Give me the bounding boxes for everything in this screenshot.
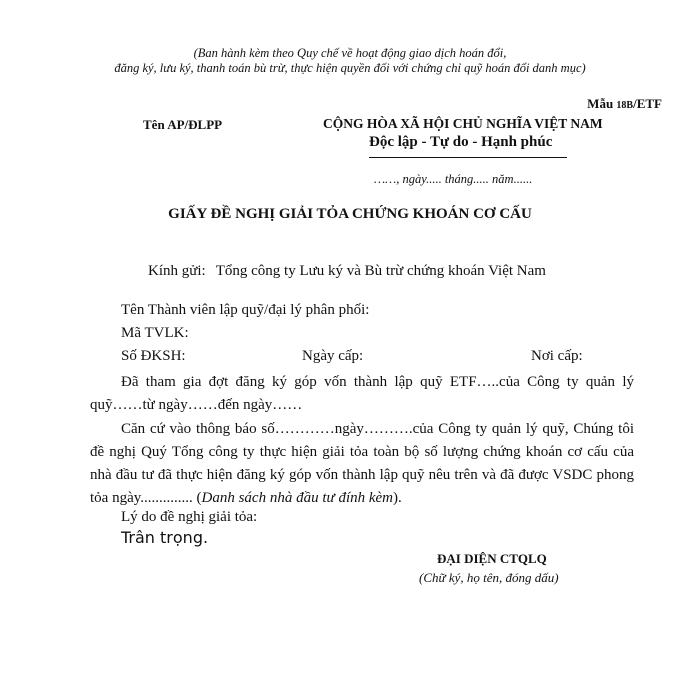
paragraph-release-text: Căn cứ vào thông báo số…………ngày……….của Công ty quản lý quỹ, Chúng tôi đề nghị Quý Tổng công ty thực hiện giải tỏa toàn bộ số lượng chứng khoán cơ cấu của nhà đầu tư đã thực hiện đăng ký góp vốn thành lập quỹ nêu trên và đã được VSDC phong tỏa ngày.............. ( (90, 421, 634, 506)
recipient-label: Kính gửi: (148, 263, 206, 279)
paragraph-release-request (90, 418, 634, 510)
issue-place-field: Nơi cấp: (531, 348, 583, 364)
form-code-number: 18B (616, 100, 634, 111)
motto-underline (369, 157, 567, 158)
national-motto: Độc lập - Tự do - Hạnh phúc (369, 134, 553, 150)
date-line: ……, ngày..... tháng..... năm...... (374, 172, 533, 186)
release-reason-field: Lý do đề nghị giải tỏa: (121, 509, 258, 525)
national-title: CỘNG HÒA XÃ HỘI CHỦ NGHĨA VIỆT NAM (323, 116, 603, 131)
signature-note: (Chữ ký, họ tên, đóng dấu) (419, 570, 559, 585)
header-note-line-2: đăng ký, lưu ký, thanh toán bù trừ, thực hiện quyền đối với chứng chỉ quỹ hoán đổi danh mục) (114, 61, 586, 75)
header-note-line-1: (Ban hành kèm theo Quy chế về hoạt động giao dịch hoán đổi, (193, 46, 507, 60)
attachment-note: Danh sách nhà đầu tư đính kèm (201, 490, 394, 506)
form-code (587, 96, 662, 112)
document-title: GIẤY ĐỀ NGHỊ GIẢI TỎA CHỨNG KHOÁN CƠ CẤU (168, 206, 532, 222)
paragraph-release-end: ). (393, 490, 402, 506)
issue-date-field: Ngày cấp: (302, 348, 364, 364)
paragraph-registration-text: Đã tham gia đợt đăng ký góp vốn thành lập quỹ ETF…..của Công ty quản lý quỹ……từ ngày……đến ngày…… (90, 374, 634, 413)
paragraph-registration (90, 371, 634, 417)
closing-regards: Trân trọng. (121, 528, 209, 547)
member-name-field: Tên Thành viên lập quỹ/đại lý phân phối: (121, 302, 370, 318)
recipient-name: Tổng công ty Lưu ký và Bù trừ chứng khoán Việt Nam (215, 263, 546, 279)
organization-name: Tên AP/ĐLPP (143, 117, 223, 132)
signature-title: ĐẠI DIỆN CTQLQ (437, 551, 547, 566)
form-code-suffix: /ETF (633, 96, 662, 111)
form-code-prefix: Mẫu (587, 96, 617, 111)
recipient-line (148, 263, 546, 280)
dksh-number-field: Số ĐKSH: (121, 348, 186, 364)
tvlk-code-field: Mã TVLK: (121, 325, 189, 341)
